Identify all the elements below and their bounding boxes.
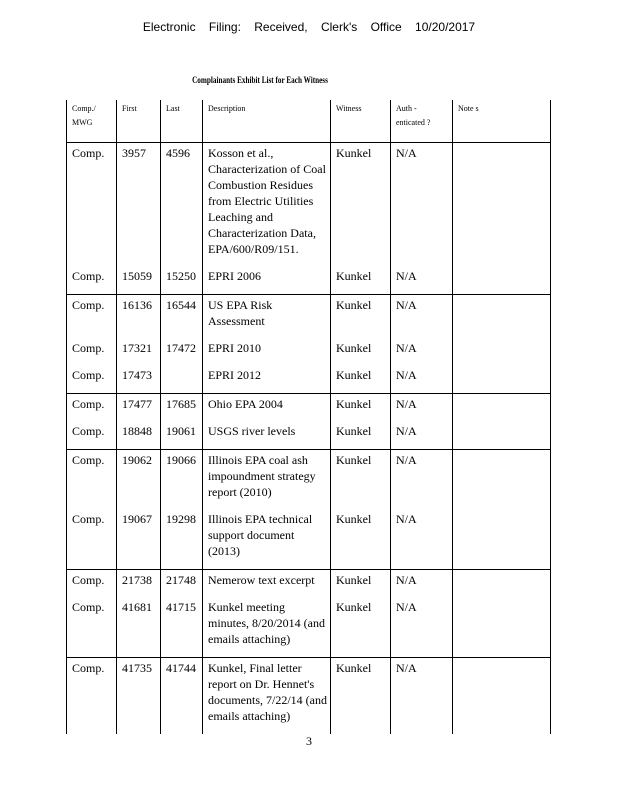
cell-description: Nemerow text excerpt: [203, 570, 331, 599]
cell-authenticated: N/A: [391, 510, 453, 570]
header-comp: [67, 100, 117, 143]
cell-description: Kosson et al., Characterization of Coal Combustion Residues from Electric Utilities Leaching and Characterization Data, EPA/600/R09/151.: [203, 143, 331, 268]
cell-description: USGS river levels: [203, 422, 331, 450]
cell-comp: Comp.: [67, 598, 117, 658]
cell-description: EPRI 2012: [203, 366, 331, 394]
table-title: Complainants Exhibit List for Each Witness: [192, 75, 328, 85]
table-row: [67, 510, 551, 570]
cell-notes: [453, 394, 551, 423]
cell-description: Kunkel meeting minutes, 8/20/2014 (and emails attaching): [203, 598, 331, 658]
cell-authenticated: N/A: [391, 658, 453, 735]
cell-witness: Kunkel: [331, 450, 391, 511]
cell-first-page: 41735: [117, 658, 161, 735]
cell-first-page: 17477: [117, 394, 161, 423]
filing-stamp: Electronic Filing: Received, Clerk's Office 10/20/2017: [142, 20, 476, 34]
cell-first-page: 17473: [117, 366, 161, 394]
header-notes-label: Note s: [458, 104, 479, 113]
table-row: [67, 366, 551, 394]
cell-comp: Comp.: [67, 450, 117, 511]
cell-comp: Comp.: [67, 339, 117, 366]
cell-notes: [453, 366, 551, 394]
header-description: [203, 100, 331, 143]
table-row: [67, 339, 551, 366]
table-row: [67, 422, 551, 450]
cell-notes: [453, 510, 551, 570]
header-last-label: Last: [166, 104, 180, 113]
cell-description: Illinois EPA technical support document (2013): [203, 510, 331, 570]
cell-witness: Kunkel: [331, 394, 391, 423]
cell-last-page: 19061: [161, 422, 203, 450]
cell-comp: Comp.: [67, 394, 117, 423]
cell-comp: Comp.: [67, 295, 117, 340]
cell-first-page: 3957: [117, 143, 161, 268]
cell-last-page: 17685: [161, 394, 203, 423]
cell-comp: Comp.: [67, 366, 117, 394]
header-authenticated: [391, 100, 453, 143]
header-notes: [453, 100, 551, 143]
page-number: 3: [306, 734, 312, 748]
cell-description: Kunkel, Final letter report on Dr. Hennet's documents, 7/22/14 (and emails attaching): [203, 658, 331, 735]
cell-first-page: 19062: [117, 450, 161, 511]
cell-first-page: 16136: [117, 295, 161, 340]
table-row: [67, 295, 551, 340]
header-last: [161, 100, 203, 143]
table-row: [67, 267, 551, 295]
cell-witness: Kunkel: [331, 658, 391, 735]
cell-authenticated: N/A: [391, 366, 453, 394]
header-witness-label: Witness: [336, 104, 362, 113]
cell-notes: [453, 570, 551, 599]
cell-authenticated: N/A: [391, 295, 453, 340]
header-description-label: Description: [208, 104, 246, 113]
header-first-label: First: [122, 104, 137, 113]
cell-notes: [453, 339, 551, 366]
cell-witness: Kunkel: [331, 339, 391, 366]
cell-first-page: 18848: [117, 422, 161, 450]
cell-notes: [453, 450, 551, 511]
cell-last-page: 4596: [161, 143, 203, 268]
header-comp-label: Comp./ MWG: [72, 104, 96, 127]
cell-authenticated: N/A: [391, 394, 453, 423]
table-header-row: [67, 100, 551, 143]
cell-comp: Comp.: [67, 267, 117, 295]
table-row: [67, 658, 551, 735]
cell-last-page: 21748: [161, 570, 203, 599]
cell-authenticated: N/A: [391, 570, 453, 599]
table-row: [67, 570, 551, 599]
table-row: [67, 450, 551, 511]
cell-witness: Kunkel: [331, 570, 391, 599]
cell-last-page: 41715: [161, 598, 203, 658]
cell-last-page: 16544: [161, 295, 203, 340]
cell-description: EPRI 2006: [203, 267, 331, 295]
exhibit-table: [66, 100, 551, 734]
table-row: [67, 394, 551, 423]
cell-notes: [453, 658, 551, 735]
cell-first-page: 15059: [117, 267, 161, 295]
cell-first-page: 19067: [117, 510, 161, 570]
cell-notes: [453, 422, 551, 450]
cell-witness: Kunkel: [331, 422, 391, 450]
cell-description: Illinois EPA coal ash impoundment strategy report (2010): [203, 450, 331, 511]
exhibit-rows: [67, 143, 551, 735]
cell-comp: Comp.: [67, 570, 117, 599]
cell-notes: [453, 143, 551, 268]
cell-authenticated: N/A: [391, 339, 453, 366]
cell-description: EPRI 2010: [203, 339, 331, 366]
cell-witness: Kunkel: [331, 366, 391, 394]
cell-last-page: 19298: [161, 510, 203, 570]
cell-authenticated: N/A: [391, 598, 453, 658]
cell-description: Ohio EPA 2004: [203, 394, 331, 423]
cell-comp: Comp.: [67, 510, 117, 570]
cell-last-page: [161, 366, 203, 394]
cell-authenticated: N/A: [391, 143, 453, 268]
cell-comp: Comp.: [67, 422, 117, 450]
cell-witness: Kunkel: [331, 267, 391, 295]
cell-comp: Comp.: [67, 143, 117, 268]
header-witness: [331, 100, 391, 143]
cell-first-page: 41681: [117, 598, 161, 658]
cell-witness: Kunkel: [331, 510, 391, 570]
cell-first-page: 21738: [117, 570, 161, 599]
cell-description: US EPA Risk Assessment: [203, 295, 331, 340]
cell-last-page: 17472: [161, 339, 203, 366]
cell-authenticated: N/A: [391, 267, 453, 295]
header-authenticated-label: Auth - enticated ?: [396, 104, 431, 127]
cell-authenticated: N/A: [391, 422, 453, 450]
cell-last-page: 15250: [161, 267, 203, 295]
cell-witness: Kunkel: [331, 143, 391, 268]
cell-last-page: 19066: [161, 450, 203, 511]
cell-notes: [453, 267, 551, 295]
cell-last-page: 41744: [161, 658, 203, 735]
table-row: [67, 598, 551, 658]
header-first: [117, 100, 161, 143]
table-row: [67, 143, 551, 268]
cell-witness: Kunkel: [331, 295, 391, 340]
cell-notes: [453, 295, 551, 340]
cell-witness: Kunkel: [331, 598, 391, 658]
cell-first-page: 17321: [117, 339, 161, 366]
cell-authenticated: N/A: [391, 450, 453, 511]
cell-notes: [453, 598, 551, 658]
cell-comp: Comp.: [67, 658, 117, 735]
